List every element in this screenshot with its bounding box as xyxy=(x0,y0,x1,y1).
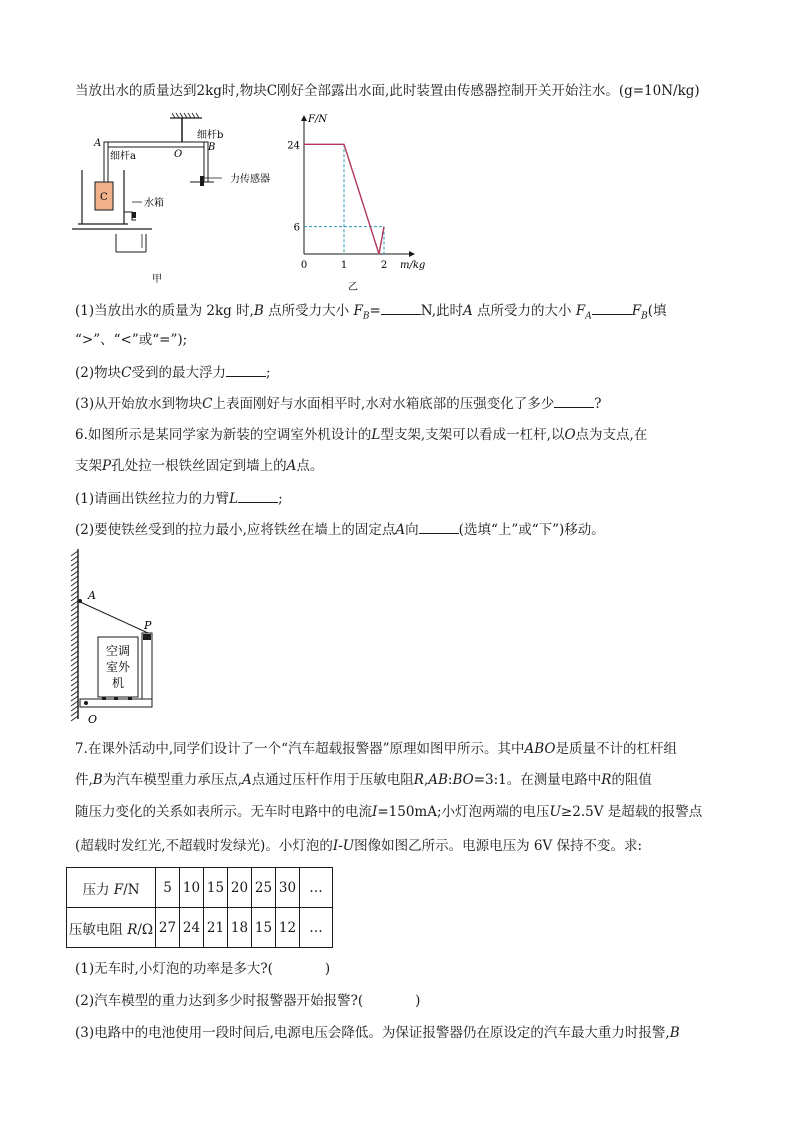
q7-sub1: (1)无车时,小灯泡的功率是多大?( ) xyxy=(75,961,331,977)
table-cell: 27 xyxy=(156,908,180,948)
table-cell: 15 xyxy=(204,868,228,908)
table-cell: 18 xyxy=(228,908,252,948)
q7-line2: 件,B为汽车模型重力承压点,A点通过压杆作用于压敏电阻R,AB:BO=3:1。在测量电路中R的阻值 xyxy=(75,772,652,788)
table-cell: 15 xyxy=(252,908,276,948)
svg-text:机: 机 xyxy=(111,676,125,690)
q7-sub3: (3)电路中的电池使用一段时间后,电源电压会降低。为保证报警器仍在原设定的汽车最大重力时报警,B xyxy=(75,1025,680,1041)
q6-line2: 支架P孔处拉一根铁丝固定到墙上的A点。 xyxy=(75,458,324,474)
table-cell: 20 xyxy=(228,868,252,908)
table-row-force xyxy=(67,868,333,908)
table-cell: 24 xyxy=(180,908,204,948)
table-header-force: 压力 F/N xyxy=(67,868,156,908)
answer-blank-pressure[interactable] xyxy=(554,394,594,408)
table-cell: 30 xyxy=(276,868,300,908)
svg-text:空调: 空调 xyxy=(105,644,131,658)
x-tick-label: 2 xyxy=(380,260,388,271)
answer-blank-buoyancy[interactable] xyxy=(226,363,266,377)
q7-line3: 随压力变化的关系如表所示。无车时电路中的电流I=150mA;小灯泡两端的电压U≥2.5V 是超载的报警点 xyxy=(75,804,703,820)
table-cell: … xyxy=(300,908,333,948)
table-cell: 25 xyxy=(252,868,276,908)
q7-line4: (超载时发红光,不超载时发绿光)。小灯泡的I-U图像如图乙所示。电源电压为 6V 保持不变。求: xyxy=(75,838,643,854)
label-b: B xyxy=(208,142,216,153)
answer-blank-direction[interactable] xyxy=(419,520,459,534)
q6-line1: 6.如图所示是某同学家为新装的空调室外机设计的L型支架,支架可以看成一杠杆,以O点为支点,在 xyxy=(75,427,648,443)
table-cell: 21 xyxy=(204,908,228,948)
answer-blank-compare[interactable] xyxy=(592,301,632,315)
y-tick-label: 6 xyxy=(293,222,300,234)
answer-blank-fb[interactable] xyxy=(381,301,421,315)
label-a-wall: A xyxy=(88,589,96,602)
q6-sub2: (2)要使铁丝受到的拉力最小,应将铁丝在墙上的固定点A向 (选填“上”或“下”)移动。 xyxy=(75,522,605,538)
table-cell: 10 xyxy=(180,868,204,908)
figure-yi-chart xyxy=(286,112,426,293)
x-tick-label: 1 xyxy=(340,260,348,271)
label-sensor: 力传感器 xyxy=(230,174,270,185)
table-cell: 5 xyxy=(156,868,180,908)
q5-sub3: (3)从开始放水到物块C上表面刚好与水面相平时,水对水箱底部的压强变化了多少 ? xyxy=(75,396,602,412)
label-rod-a: 细杆a xyxy=(110,151,136,162)
label-p: P xyxy=(144,619,152,632)
caption-jia: 甲 xyxy=(152,274,162,285)
figure-ac-bracket xyxy=(70,547,190,727)
x-axis-label: m/kg xyxy=(400,260,426,271)
y-tick-label: 24 xyxy=(287,140,300,152)
q5-intro: 当放出水的质量达到2kg时,物块C刚好全部露出水面,此时装置由传感器控制开关开始注水。(g=10N/kg) xyxy=(75,83,700,99)
q6-sub1: (1)请画出铁丝拉力的力臂L ; xyxy=(75,491,283,507)
label-o: O xyxy=(174,149,183,160)
y-axis-label: F/N xyxy=(308,114,328,125)
q5-sub1-cont: “>”、“<”或“=”); xyxy=(75,332,188,348)
label-rod-b: 细杆b xyxy=(197,130,224,141)
q7-line1: 7.在课外活动中,同学们设计了一个“汽车超载报警器”原理如图甲所示。其中ABO是质量不计的杠杆组 xyxy=(75,741,677,757)
q5-sub2: (2)物块C受到的最大浮力 ; xyxy=(75,365,271,381)
pressure-resistance-table xyxy=(66,867,333,948)
svg-text:室外: 室外 xyxy=(105,660,131,674)
answer-blank-arm[interactable] xyxy=(238,489,278,503)
table-header-resistance: 压敏电阻 R/Ω xyxy=(67,908,156,948)
label-o-pivot: O xyxy=(88,713,98,726)
caption-yi: 乙 xyxy=(348,282,358,293)
figure-jia xyxy=(72,112,302,285)
label-c: C xyxy=(100,192,108,203)
table-cell: 12 xyxy=(276,908,300,948)
q7-sub2: (2)汽车模型的重力达到多少时报警器开始报警?( ) xyxy=(75,993,421,1009)
label-a: A xyxy=(94,138,102,149)
q5-sub1: (1)当放出水的质量为 2kg 时,B 点所受力大小 $F_B= N$,此时A 点所受力的大小 $F_A$ $F_B$(填 xyxy=(75,303,667,322)
table-row-resistance xyxy=(67,908,333,948)
label-tank: 水箱 xyxy=(144,198,164,209)
x-tick-label: 0 xyxy=(300,260,308,271)
table-cell: … xyxy=(300,868,333,908)
